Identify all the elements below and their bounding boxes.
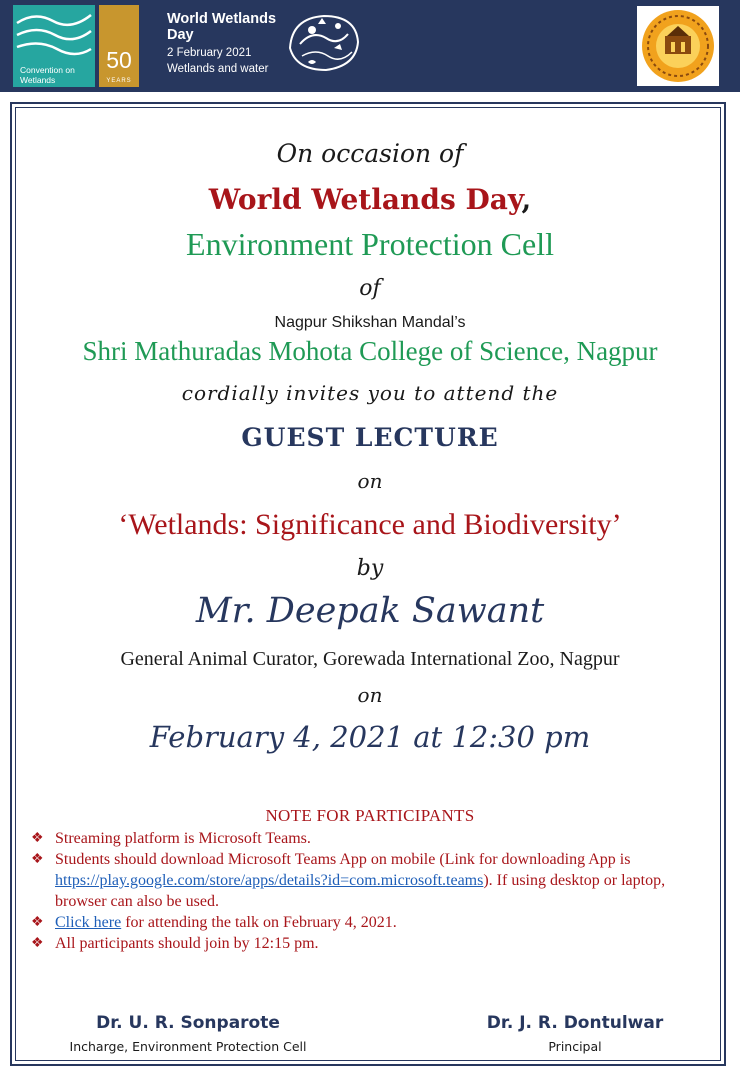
note-text: All participants should join by 12:15 pm.: [55, 935, 319, 952]
note-item: [31, 828, 701, 849]
wetland-wildlife-emblem-icon: [282, 8, 364, 78]
college-emblem-icon: [637, 6, 719, 86]
by-line: by: [356, 556, 384, 581]
event-title: World Wetlands Day: [167, 11, 277, 43]
diamond-bullet-icon: ❖: [31, 936, 44, 951]
join-talk-link[interactable]: Click here: [55, 914, 122, 931]
event-date: 2 February 2021: [167, 47, 252, 59]
society-name: Nagpur Shikshan Mandal’s: [274, 314, 466, 331]
signatory-role: Incharge, Environment Protection Cell: [69, 1039, 307, 1054]
fifty-years-logo: [99, 5, 139, 87]
lecture-topic: ‘Wetlands: Significance and Biodiversity’: [118, 508, 622, 541]
diamond-bullet-icon: ❖: [31, 915, 44, 930]
cell-name: Environment Protection Cell: [186, 226, 554, 262]
on-line-2: on: [357, 683, 383, 707]
occasion-line: On occasion of: [276, 139, 464, 168]
event-comma: ,: [521, 183, 532, 216]
signatory-name: Dr. U. R. Sonparote: [96, 1013, 280, 1033]
note-text: for attending the talk on February 4, 2021.: [121, 914, 397, 931]
note-text: ). If using desktop or laptop, browser can also be used.: [55, 872, 666, 910]
note-item: [31, 933, 701, 954]
lecture-date-time: February 4, 2021 at 12:30 pm: [149, 720, 591, 754]
teams-download-link[interactable]: https://play.google.com/store/apps/details?id=com.microsoft.teams: [55, 872, 484, 889]
program-title: GUEST LECTURE: [241, 423, 499, 452]
years-number: 50: [106, 47, 132, 73]
event-name-heading: [20, 183, 720, 216]
years-label: YEARS: [106, 78, 132, 84]
note-text: Students should download Microsoft Teams App on mobile (Link for downloading App is: [55, 851, 631, 868]
diamond-bullet-icon: ❖: [31, 852, 44, 867]
college-name: Shri Mathuradas Mohota College of Science, Nagpur: [82, 336, 658, 366]
event-name: World Wetlands Day: [208, 183, 522, 216]
signature-principal: [440, 1013, 710, 1054]
participant-notes-list: [31, 828, 701, 954]
signatory-role: Principal: [548, 1039, 602, 1054]
note-item: [31, 912, 701, 933]
convention-on-wetlands-logo: [13, 5, 95, 87]
event-theme: Wetlands and water: [167, 63, 269, 75]
college-logo: [637, 6, 719, 86]
speaker-name: Mr. Deepak Sawant: [195, 591, 545, 631]
speaker-designation: General Animal Curator, Gorewada International Zoo, Nagpur: [120, 648, 620, 670]
note-text: Streaming platform is Microsoft Teams.: [55, 830, 311, 847]
note-item: [31, 849, 701, 912]
signature-incharge: [28, 1013, 348, 1054]
of-line: of: [359, 276, 381, 301]
convention-text: Convention on Wetlands: [20, 65, 75, 85]
diamond-bullet-icon: ❖: [31, 831, 44, 846]
header-banner: [0, 0, 740, 92]
on-line: on: [357, 469, 383, 493]
notes-title: NOTE FOR PARTICIPANTS: [265, 806, 475, 825]
signatory-name: Dr. J. R. Dontulwar: [486, 1013, 664, 1033]
invite-line: cordially invites you to attend the: [181, 381, 559, 405]
